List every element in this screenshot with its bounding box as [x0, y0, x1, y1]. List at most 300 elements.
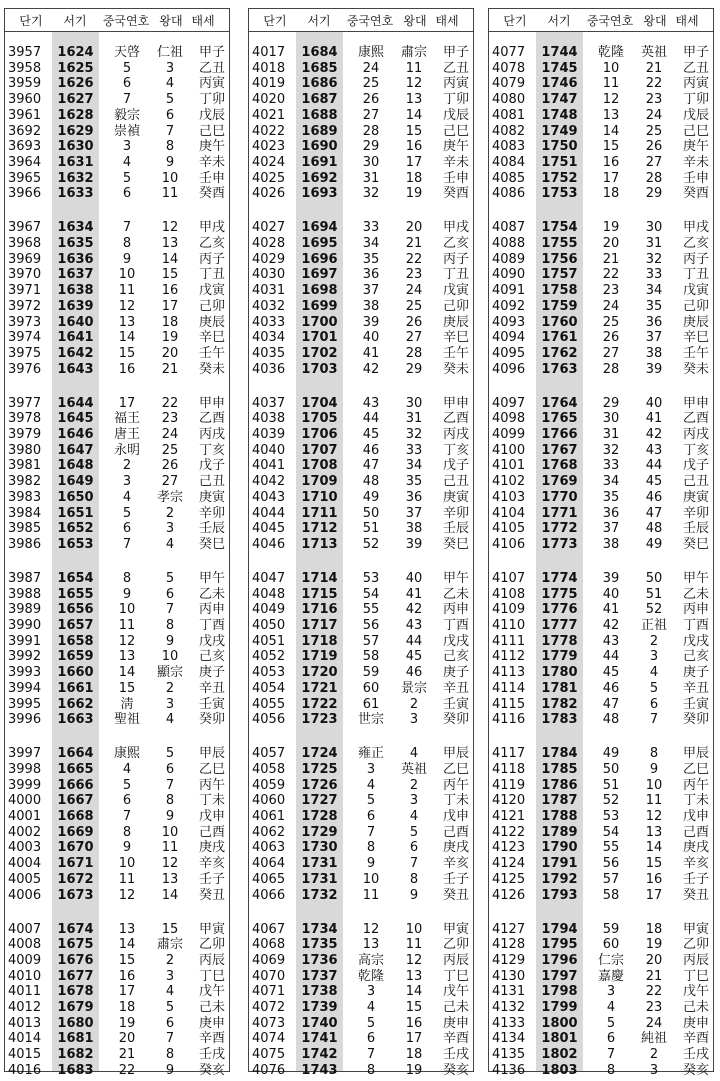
dangi-year-cell: 4128 [492, 937, 526, 953]
sexagenary-cycle-cell: 丁亥 [442, 442, 469, 458]
western-year-cell: 1698 [301, 283, 338, 299]
chinese-era-cell: 4 [122, 489, 132, 505]
table-row [5, 856, 229, 872]
table-row [249, 1047, 473, 1063]
chinese-era-cell: 56 [602, 856, 620, 872]
chinese-era-cell: 37 [362, 283, 380, 299]
western-year-cell: 1635 [57, 236, 94, 251]
chinese-era-cell: 25 [602, 314, 620, 330]
western-year-cell: 1792 [541, 871, 578, 887]
table-row [489, 746, 713, 762]
sexagenary-cycle-cell: 癸巳 [442, 536, 469, 552]
sexagenary-cycle-cell: 丁未 [442, 793, 469, 809]
dangi-year-cell: 4106 [492, 536, 526, 552]
dangi-year-cell: 4125 [492, 871, 526, 887]
dangi-year-cell: 4121 [492, 809, 526, 824]
sexagenary-cycle-cell: 己酉 [682, 824, 709, 840]
dangi-year-cell: 4111 [492, 633, 526, 649]
western-year-cell: 1701 [301, 330, 338, 346]
western-year-cell: 1781 [541, 680, 578, 696]
western-year-cell: 1630 [57, 139, 94, 155]
sexagenary-cycle-cell: 乙酉 [442, 411, 469, 427]
sexagenary-cycle-cell: 壬午 [198, 345, 225, 361]
sexagenary-cycle-cell: 壬辰 [682, 521, 709, 537]
western-year-cell: 1732 [301, 887, 338, 903]
western-year-cell: 1649 [57, 474, 94, 490]
chinese-era-cell: 17 [118, 984, 136, 1000]
western-year-cell: 1625 [57, 60, 94, 76]
table-row [489, 665, 713, 681]
king-reign-cell: 9 [649, 761, 659, 777]
table-row [249, 587, 473, 603]
sexagenary-cycle-cell: 丁亥 [198, 442, 225, 458]
chinese-era-cell: 54 [362, 586, 380, 602]
table-row [249, 139, 473, 155]
chinese-era-cell: 4 [122, 761, 132, 777]
dangi-year-cell: 4038 [252, 411, 286, 427]
sexagenary-cycle-cell: 甲戌 [442, 220, 469, 236]
western-year-cell: 1710 [301, 489, 338, 505]
sexagenary-cycle-cell: 庚子 [442, 665, 469, 681]
table-row [249, 521, 473, 537]
western-year-cell: 1693 [301, 186, 338, 202]
western-year-cell: 1628 [57, 107, 94, 123]
western-year-cell: 1700 [301, 314, 338, 330]
sexagenary-cycle-cell: 乙巳 [198, 761, 225, 777]
sexagenary-cycle-cell: 庚申 [442, 1015, 469, 1031]
table-row [249, 108, 473, 124]
dangi-year-cell: 3981 [8, 458, 42, 474]
king-reign-cell: 12 [405, 952, 423, 968]
table-row [5, 362, 229, 378]
dangi-year-cell: 3988 [8, 586, 42, 602]
table-row [249, 681, 473, 697]
sexagenary-cycle-cell: 丙寅 [198, 76, 225, 92]
western-year-cell: 1699 [301, 298, 338, 314]
table-row [249, 746, 473, 762]
dangi-year-cell: 4030 [252, 267, 286, 283]
chinese-era-cell: 32 [602, 442, 620, 458]
sexagenary-cycle-cell: 乙未 [442, 586, 469, 602]
table-row [249, 186, 473, 202]
table-row [249, 267, 473, 283]
western-year-cell: 1794 [541, 921, 578, 937]
sexagenary-cycle-cell: 戊辰 [682, 107, 709, 123]
table-row [5, 252, 229, 268]
table-panel-1 [4, 8, 230, 1078]
sexagenary-cycle-cell: 丙子 [198, 251, 225, 267]
western-year-cell: 1695 [301, 236, 338, 251]
western-year-cell: 1801 [541, 1031, 578, 1047]
king-reign-cell: 純祖 [640, 1031, 667, 1047]
table-row [489, 1047, 713, 1063]
dangi-year-cell: 4095 [492, 345, 526, 361]
table-row [249, 937, 473, 953]
table-row [5, 186, 229, 202]
table-row [489, 362, 713, 378]
chinese-era-cell: 29 [362, 139, 380, 155]
table-row [489, 1063, 713, 1079]
table-row [5, 762, 229, 778]
sexagenary-cycle-cell: 丙戌 [682, 427, 709, 442]
sexagenary-cycle-cell: 甲子 [442, 45, 469, 60]
sexagenary-cycle-cell: 己巳 [442, 123, 469, 139]
chinese-era-cell: 3 [122, 139, 132, 155]
sexagenary-cycle-cell: 癸卯 [442, 712, 469, 728]
western-year-cell: 1682 [57, 1047, 94, 1063]
table-row [5, 872, 229, 888]
table-row [489, 1016, 713, 1032]
western-year-cell: 1650 [57, 489, 94, 505]
dangi-year-cell: 4129 [492, 952, 526, 968]
chinese-era-cell: 8 [122, 236, 132, 251]
chinese-era-cell: 49 [602, 746, 620, 762]
sexagenary-cycle-cell: 辛卯 [442, 505, 469, 521]
chinese-era-cell: 39 [602, 570, 620, 586]
king-reign-cell: 13 [405, 92, 423, 108]
western-year-cell: 1683 [57, 1062, 94, 1078]
western-year-cell: 1714 [301, 570, 338, 586]
western-year-cell: 1694 [301, 220, 338, 236]
king-reign-cell: 9 [165, 633, 175, 649]
table-row [249, 809, 473, 825]
dangi-year-cell: 4063 [252, 840, 286, 856]
dangi-year-cell: 4131 [492, 984, 526, 1000]
sexagenary-cycle-cell: 戊辰 [442, 107, 469, 123]
king-reign-cell: 52 [645, 602, 663, 618]
western-year-cell: 1705 [301, 411, 338, 427]
table-row [489, 124, 713, 140]
chinese-era-cell: 11 [118, 871, 136, 887]
western-year-cell: 1708 [301, 458, 338, 474]
western-year-cell: 1709 [301, 474, 338, 490]
king-reign-cell: 10 [161, 824, 179, 840]
dangi-year-cell: 4053 [252, 665, 286, 681]
western-year-cell: 1755 [541, 236, 578, 251]
king-reign-cell: 3 [165, 521, 175, 537]
sexagenary-cycle-cell: 庚辰 [442, 314, 469, 330]
sexagenary-cycle-cell: 庚午 [682, 139, 709, 155]
king-reign-cell: 10 [405, 921, 423, 937]
chinese-era-cell: 47 [602, 696, 620, 712]
chinese-era-cell: 15 [118, 680, 136, 696]
table-row [5, 634, 229, 650]
king-reign-cell: 28 [645, 170, 663, 186]
table-row [249, 712, 473, 728]
table-row [489, 762, 713, 778]
king-reign-cell: 5 [165, 92, 175, 108]
western-year-cell: 1765 [541, 411, 578, 427]
chinese-era-cell: 6 [122, 793, 132, 809]
table-row [489, 888, 713, 904]
western-year-cell: 1761 [541, 330, 578, 346]
dangi-year-cell: 3980 [8, 442, 42, 458]
sexagenary-cycle-cell: 丁亥 [682, 442, 709, 458]
chinese-era-cell: 60 [362, 680, 380, 696]
chinese-era-cell: 33 [602, 458, 620, 474]
king-reign-cell: 2 [409, 777, 419, 793]
western-year-cell: 1706 [301, 427, 338, 442]
chinese-era-cell: 9 [122, 840, 132, 856]
western-year-cell: 1689 [301, 123, 338, 139]
dangi-year-cell: 3979 [8, 427, 42, 442]
dangi-year-cell: 3957 [8, 45, 42, 60]
western-year-cell: 1676 [57, 952, 94, 968]
dangi-year-cell: 3983 [8, 489, 42, 505]
king-reign-cell: 38 [645, 345, 663, 361]
dangi-year-cell: 4046 [252, 536, 286, 552]
table-row [5, 571, 229, 587]
table-row [489, 825, 713, 841]
chinese-era-cell: 淸 [120, 696, 134, 712]
table-row [5, 45, 229, 61]
dangi-year-cell: 3982 [8, 474, 42, 490]
sexagenary-cycle-cell: 乙卯 [442, 937, 469, 953]
dangi-year-cell: 4051 [252, 633, 286, 649]
western-year-cell: 1696 [301, 251, 338, 267]
king-reign-cell: 13 [161, 871, 179, 887]
sexagenary-cycle-cell: 丁巳 [442, 968, 469, 984]
king-reign-cell: 14 [405, 107, 423, 123]
chinese-era-cell: 13 [118, 314, 136, 330]
dangi-year-cell: 4022 [252, 123, 286, 139]
dangi-year-cell: 4065 [252, 871, 286, 887]
sexagenary-cycle-cell: 己卯 [682, 298, 709, 314]
chinese-era-cell: 5 [122, 170, 132, 186]
chinese-era-cell: 32 [362, 186, 380, 202]
chinese-era-cell: 50 [602, 761, 620, 777]
table-row [249, 984, 473, 1000]
chinese-era-cell: 永明 [113, 442, 140, 458]
sexagenary-cycle-cell: 壬寅 [198, 696, 225, 712]
western-year-cell: 1675 [57, 937, 94, 953]
chinese-era-cell: 27 [362, 107, 380, 123]
king-reign-cell: 景宗 [400, 680, 427, 696]
western-year-cell: 1691 [301, 154, 338, 170]
dangi-year-cell: 4114 [492, 680, 526, 696]
dangi-year-cell: 3999 [8, 777, 42, 793]
western-year-cell: 1654 [57, 570, 94, 586]
king-reign-cell: 英祖 [640, 45, 667, 60]
king-reign-cell: 10 [161, 649, 179, 665]
dangi-year-cell: 4005 [8, 871, 42, 887]
chinese-era-cell: 3 [366, 984, 376, 1000]
western-year-cell: 1803 [541, 1062, 578, 1078]
king-reign-cell: 22 [645, 984, 663, 1000]
king-reign-cell: 7 [165, 602, 175, 618]
king-reign-cell: 51 [645, 586, 663, 602]
dangi-year-cell: 3972 [8, 298, 42, 314]
king-reign-cell: 20 [645, 952, 663, 968]
dangi-year-cell: 4084 [492, 154, 526, 170]
dangi-year-cell: 3991 [8, 633, 42, 649]
dangi-year-cell: 4031 [252, 283, 286, 299]
table-row [249, 969, 473, 985]
sexagenary-cycle-cell: 丁酉 [442, 618, 469, 633]
chinese-era-cell: 21 [118, 1047, 136, 1063]
sexagenary-cycle-cell: 辛巳 [198, 330, 225, 346]
western-year-cell: 1735 [301, 937, 338, 953]
western-year-cell: 1738 [301, 984, 338, 1000]
western-year-cell: 1749 [541, 123, 578, 139]
western-year-cell: 1634 [57, 220, 94, 236]
king-reign-cell: 32 [645, 251, 663, 267]
dangi-year-cell: 4025 [252, 170, 286, 186]
sexagenary-cycle-cell: 丙辰 [442, 952, 469, 968]
king-reign-cell: 19 [645, 937, 663, 953]
western-year-cell: 1688 [301, 107, 338, 123]
chinese-era-cell: 29 [602, 395, 620, 411]
western-year-cell: 1631 [57, 154, 94, 170]
table-row [489, 649, 713, 665]
dangi-year-cell: 4032 [252, 298, 286, 314]
king-reign-cell: 2 [165, 680, 175, 696]
dangi-year-cell: 4100 [492, 442, 526, 458]
western-year-cell: 1668 [57, 809, 94, 824]
sexagenary-cycle-cell: 丁未 [198, 793, 225, 809]
western-year-cell: 1772 [541, 521, 578, 537]
king-reign-cell: 36 [645, 314, 663, 330]
sexagenary-cycle-cell: 己亥 [198, 649, 225, 665]
table-row [249, 856, 473, 872]
dangi-year-cell: 3984 [8, 505, 42, 521]
table-row [249, 283, 473, 299]
king-reign-cell: 3 [649, 649, 659, 665]
table-row [249, 778, 473, 794]
western-year-cell: 1725 [301, 761, 338, 777]
dangi-year-cell: 4107 [492, 570, 526, 586]
dangi-year-cell: 3959 [8, 76, 42, 92]
king-reign-cell: 13 [161, 236, 179, 251]
western-year-cell: 1703 [301, 361, 338, 377]
dangi-year-cell: 4122 [492, 824, 526, 840]
sexagenary-cycle-cell: 甲午 [198, 570, 225, 586]
sexagenary-cycle-cell: 甲寅 [198, 921, 225, 937]
king-reign-cell: 15 [161, 267, 179, 283]
king-reign-cell: 3 [165, 696, 175, 712]
western-year-cell: 1775 [541, 586, 578, 602]
chinese-era-cell: 17 [602, 170, 620, 186]
sexagenary-cycle-cell: 丙辰 [198, 952, 225, 968]
western-year-cell: 1762 [541, 345, 578, 361]
king-reign-cell: 10 [645, 777, 663, 793]
chinese-era-cell: 54 [602, 824, 620, 840]
king-reign-cell: 17 [405, 1031, 423, 1047]
western-year-cell: 1663 [57, 712, 94, 728]
dangi-year-cell: 4055 [252, 696, 286, 712]
western-year-cell: 1677 [57, 968, 94, 984]
western-year-cell: 1767 [541, 442, 578, 458]
king-reign-cell: 6 [165, 586, 175, 602]
king-reign-cell: 40 [405, 570, 423, 586]
western-year-cell: 1791 [541, 856, 578, 872]
dangi-year-cell: 3961 [8, 107, 42, 123]
column-header: 단기 [19, 14, 43, 28]
dangi-year-cell: 4108 [492, 586, 526, 602]
king-reign-cell: 19 [405, 1062, 423, 1078]
chinese-era-cell: 8 [606, 1062, 616, 1078]
western-year-cell: 1743 [301, 1062, 338, 1078]
sexagenary-cycle-cell: 丙申 [198, 602, 225, 618]
sexagenary-cycle-cell: 乙未 [682, 586, 709, 602]
king-reign-cell: 18 [405, 1047, 423, 1063]
table-row [249, 155, 473, 171]
chinese-era-cell: 14 [602, 123, 620, 139]
dangi-year-cell: 4004 [8, 856, 42, 872]
king-reign-cell: 2 [165, 952, 175, 968]
dangi-year-cell: 4133 [492, 1015, 526, 1031]
sexagenary-cycle-cell: 甲戌 [198, 220, 225, 236]
dangi-year-cell: 4086 [492, 186, 526, 202]
chinese-era-cell: 13 [118, 921, 136, 937]
sexagenary-cycle-cell: 庚寅 [442, 489, 469, 505]
sexagenary-cycle-cell: 乙亥 [198, 236, 225, 251]
column-header: 중국연호 [102, 14, 150, 28]
sexagenary-cycle-cell: 乙亥 [442, 236, 469, 251]
dangi-year-cell: 4116 [492, 712, 526, 728]
dangi-year-cell: 4003 [8, 840, 42, 856]
dangi-year-cell: 4096 [492, 361, 526, 377]
sexagenary-cycle-cell: 乙未 [198, 586, 225, 602]
table-row [5, 712, 229, 728]
western-year-cell: 1662 [57, 696, 94, 712]
table-row [489, 872, 713, 888]
table-row [5, 937, 229, 953]
king-reign-cell: 39 [645, 361, 663, 377]
western-year-cell: 1787 [541, 793, 578, 809]
king-reign-cell: 22 [405, 251, 423, 267]
king-reign-cell: 9 [165, 809, 175, 824]
table-row [489, 411, 713, 427]
sexagenary-cycle-cell: 丁巳 [682, 968, 709, 984]
table-row [5, 746, 229, 762]
dangi-year-cell: 4098 [492, 411, 526, 427]
chinese-era-cell: 14 [118, 665, 136, 681]
table-row [5, 76, 229, 92]
table-row [489, 474, 713, 490]
sexagenary-cycle-cell: 庚子 [198, 665, 225, 681]
sexagenary-cycle-cell: 丁未 [682, 793, 709, 809]
sexagenary-cycle-cell: 辛丑 [682, 680, 709, 696]
chinese-era-cell: 6 [606, 1031, 616, 1047]
dangi-year-cell: 4042 [252, 474, 286, 490]
western-year-cell: 1763 [541, 361, 578, 377]
king-reign-cell: 3 [649, 1062, 659, 1078]
table-row [5, 61, 229, 77]
sexagenary-cycle-cell: 乙酉 [198, 411, 225, 427]
western-year-cell: 1633 [57, 186, 94, 202]
king-reign-cell: 31 [645, 236, 663, 251]
sexagenary-cycle-cell: 壬申 [198, 170, 225, 186]
table-row [5, 411, 229, 427]
table-row [249, 697, 473, 713]
table-row [489, 984, 713, 1000]
king-reign-cell: 3 [165, 60, 175, 76]
sexagenary-cycle-cell: 癸亥 [442, 1062, 469, 1078]
king-reign-cell: 8 [165, 793, 175, 809]
chinese-era-cell: 12 [118, 887, 136, 903]
king-reign-cell: 11 [405, 60, 423, 76]
sexagenary-cycle-cell: 甲辰 [682, 746, 709, 762]
western-year-cell: 1729 [301, 824, 338, 840]
table-row [489, 506, 713, 522]
chinese-era-cell: 毅宗 [113, 107, 140, 123]
sexagenary-cycle-cell: 乙丑 [682, 60, 709, 76]
table-row [489, 252, 713, 268]
sexagenary-cycle-cell: 丙子 [682, 251, 709, 267]
table-row [489, 139, 713, 155]
sexagenary-cycle-cell: 癸未 [198, 361, 225, 377]
